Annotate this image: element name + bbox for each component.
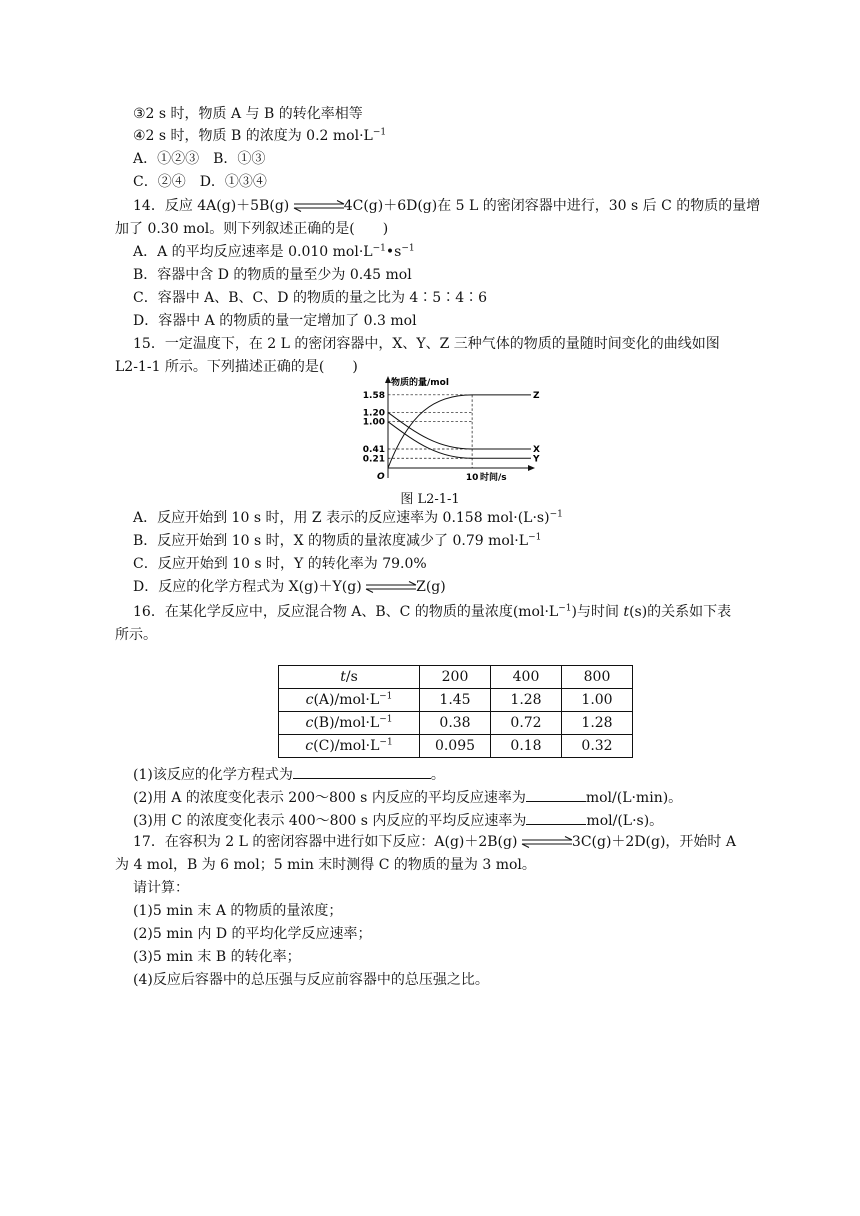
y-tick-label: 1.00 [362,417,385,428]
table-cell: 1.28 [491,689,562,712]
figure-caption: 图 L2-1-1 [400,492,460,507]
q17-ask: 请计算： [133,880,189,896]
table-row [279,735,633,758]
table-row-label: $c(C)/mol\cdot L^{-1}$ [279,735,420,758]
q16-part-1: (1)该反应的化学方程式为 。 [133,763,445,785]
q17-part-2: (2)5 min 内 D 的平均化学反应速率； [133,926,372,942]
options-ab: A．①②③ B．①③ [133,151,266,167]
q14-stem-cont: 加了 0.30 mol。则下列叙述正确的是( ) [115,221,389,237]
table-header-cell: 800 [562,666,633,689]
series-label-z: Z [533,390,540,401]
x-tick-label: 10 [465,473,479,483]
table-cell: 0.095 [420,735,491,758]
table-cell: 0.18 [491,735,562,758]
table-cell: 0.32 [562,735,633,758]
q14-option-a: A．A 的平均反应速率是 0.010 $mol\cdot L^{-1}•s^{-1}$ [133,243,415,260]
q14-option-b: B．容器中含 D 的物质的量至少为 0.45 mol [133,267,412,283]
q15-option-d: D．反应的化学方程式为 X(g)＋Y(g) Z(g) [133,579,446,595]
q14-option-d: D．容器中 A 的物质的量一定增加了 0.3 mol [133,313,417,329]
answer-blank[interactable] [526,786,586,802]
x-axis-arrow [528,465,535,471]
table-cell: 0.38 [420,712,491,735]
x-axis-label: 时间/s [480,473,507,483]
equilibrium-arrow-icon [292,200,346,212]
q14-option-c: C．容器中 A、B、C、D 的物质的量之比为 4∶5∶4∶6 [133,290,488,306]
table-cell: 0.72 [491,712,562,735]
q17-stem-cont: 为 4 mol，B 为 6 mol；5 min 末时测得 C 的物质的量为 3 mol。 [115,857,536,873]
q17-part-1: (1)5 min 末 A 的物质的量浓度； [133,903,343,919]
table-header-cell: 400 [491,666,562,689]
answer-blank[interactable] [293,763,431,779]
y-axis-label: 物质的量/mol [391,378,449,388]
y-tick-label: 0.21 [362,454,385,465]
table-cell: 1.45 [420,689,491,712]
statement-4: ④2 s 时，物质 B 的浓度为 0.2 $mol\cdot L^{-1}$ [133,127,387,144]
options-cd: C．②④ D．①③④ [133,174,267,190]
y-tick-label: 0.41 [362,445,385,456]
equilibrium-arrow-icon [364,581,418,593]
q16-stem-cont: 所示。 [115,627,157,643]
table-cell: 1.00 [562,689,633,712]
q15-option-c: C．反应开始到 10 s 时，Y 的转化率为 79.0% [133,556,427,572]
q15-option-a: A．反应开始到 10 s 时，用 Z 表示的反应速率为 0.158 $mol\cdot(L\cdot s)^{-1}$ [133,509,563,526]
table-row [279,712,633,735]
table-row-label: $c(B)/mol\cdot L^{-1}$ [279,712,420,735]
q14-stem: 14．反应 4A(g)＋5B(g) 4C(g)＋6D(g)在 5 L 的密闭容器中进行，30 s 后 C 的物质的量增 [133,198,761,214]
table-cell: 1.28 [562,712,633,735]
series-line-x [388,412,531,449]
q15-option-b: B．反应开始到 10 s 时，X 的物质的量浓度减少了 0.79 $mol\cdot L^{-1}$ [133,532,542,549]
q16-part-2: (2)用 A 的浓度变化表示 200～800 s 内反应的平均反应速率为 mol/(L·min)。 [133,786,682,808]
statement-3: ③2 s 时，物质 A 与 B 的转化率相等 [133,106,363,122]
chart-svg [355,372,540,484]
series-label-y: Y [533,454,540,465]
y-tick-label: 1.58 [362,390,385,401]
origin-label: O [377,472,385,482]
table-header-row [279,666,633,689]
y-tick-label: 1.20 [362,408,385,419]
equilibrium-arrow-icon [520,836,574,848]
answer-blank[interactable] [526,809,586,825]
q15-stem-cont: L2-1-1 所示。下列描述正确的是( ) [115,359,358,375]
concentration-table [278,665,633,758]
q17-part-4: (4)反应后容器中的总压强与反应前容器中的总压强之比。 [133,972,489,988]
q15-stem: 15．一定温度下，在 2 L 的密闭容器中，X、Y、Z 三种气体的物质的量随时间变化的曲线如图 [133,336,720,352]
table-header-cell: 200 [420,666,491,689]
series-label-x: X [533,445,540,456]
amount-time-chart [355,372,540,484]
q16-part-3: (3)用 C 的浓度变化表示 400～800 s 内反应的平均反应速率为 mol/(L·s)。 [133,809,663,831]
q17-stem: 17．在容积为 2 L 的密闭容器中进行如下反应：A(g)＋2B(g) 3C(g)＋2D(g)，开始时 A [133,834,736,850]
q17-part-3: (3)5 min 末 B 的转化率； [133,949,301,965]
table-row-label: $c(A)/mol\cdot L^{-1}$ [279,689,420,712]
table-row [279,689,633,712]
table-header-cell: t/s [279,666,420,689]
q16-stem: 16．在某化学反应中，反应混合物 A、B、C 的物质的量浓度$(mol\cdot L^{-1})$与时间 t(s)的关系如下表 [133,603,732,620]
